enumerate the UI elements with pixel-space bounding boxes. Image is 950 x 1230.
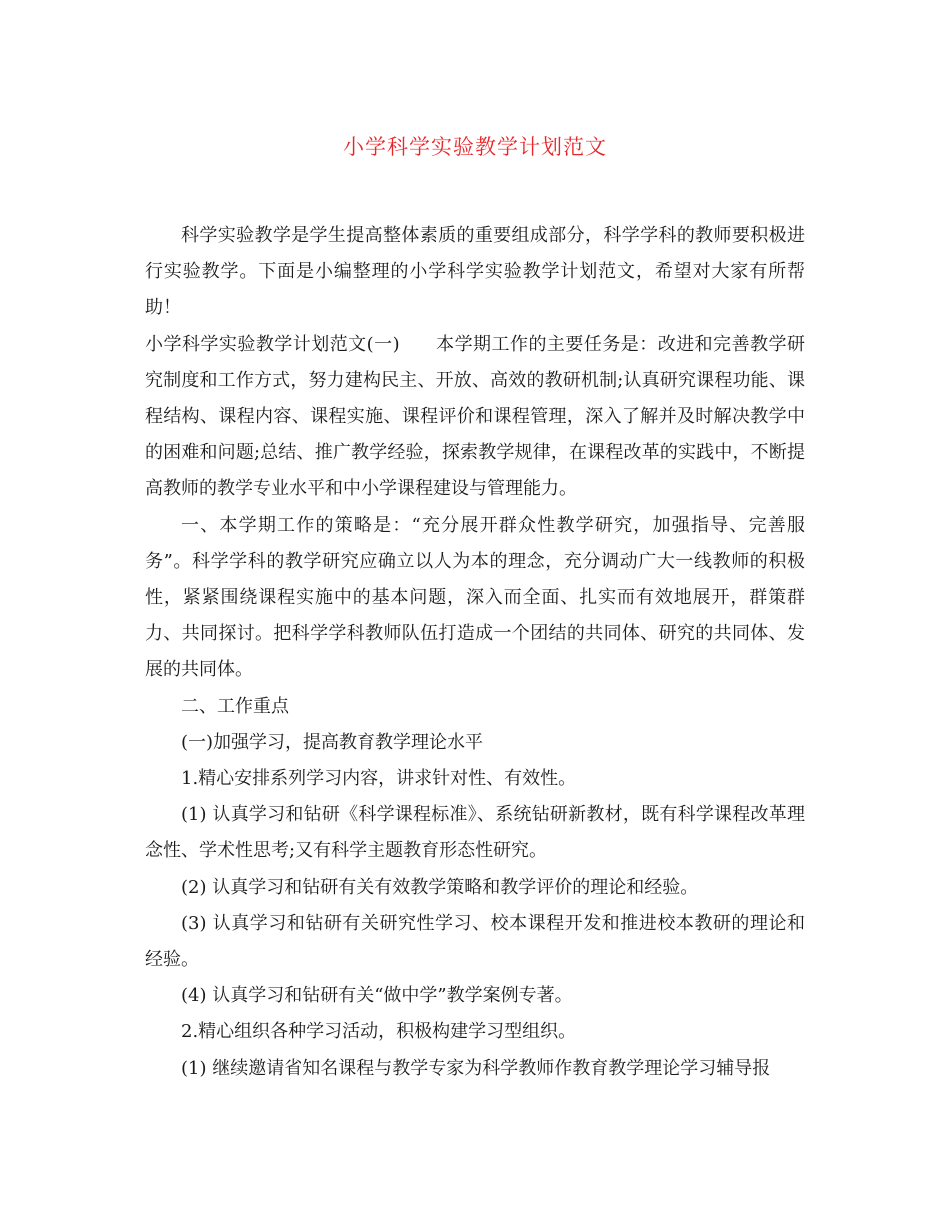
list-item-1-4: (4) 认真学习和钻研有关“做中学”教学案例专著。	[181, 985, 573, 1007]
list-item-2: 2.精心组织各种学习活动，积极构建学习型组织。	[181, 1021, 577, 1043]
list-item-1-1: (1) 认真学习和钻研《科学课程标准》、系统钻研新教材，既有科学课程改革理念性、学术性思考;又有科学主题教育形态性研究。	[145, 804, 805, 862]
document-title: 小学科学实验教学计划范文	[343, 135, 607, 159]
list-item-1-2: (2) 认真学习和钻研有关有效教学策略和教学评价的理论和经验。	[181, 876, 699, 898]
subheading-strengthen-learning: (一)加强学习，提高教育教学理论水平	[181, 731, 484, 753]
heading-work-focus: 二、工作重点	[181, 695, 289, 717]
section-paragraph	[145, 327, 805, 508]
section-heading: 小学科学实验教学计划范文(一)	[145, 333, 400, 355]
intro-paragraph: 科学实验教学是学生提高整体素质的重要组成部分，科学学科的教师要积极进行实验教学。下面是小编整理的小学科学实验教学计划范文，希望对大家有所帮助！	[145, 225, 805, 319]
list-item-2-1: (1) 继续邀请省知名课程与教学专家为科学教师作教育教学理论学习辅导报	[181, 1057, 771, 1079]
list-item-1-3: (3) 认真学习和钻研有关研究性学习、校本课程开发和推进校本教研的理论和经验。	[145, 912, 805, 971]
paragraph-strategy: 一、本学期工作的策略是：“充分展开群众性教学研究，加强指导、完善服务”。科学学科的教学研究应确立以人为本的理念，充分调动广大一线教师的积极性，紧紧围绕课程实施中的基本问题，深入而全面、扎实而有效地展开，群策群力、共同探讨。把科学学科教师队伍打造成一个团结的共同体、研究的共同体、发展的共同体。	[145, 514, 805, 681]
list-item-1: 1.精心安排系列学习内容，讲求针对性、有效性。	[181, 768, 577, 790]
section-body: 本学期工作的主要任务是：改进和完善教学研究制度和工作方式，努力建构民主、开放、高效的教研机制;认真研究课程功能、课程结构、课程内容、课程实施、课程评价和课程管理，深入了解并及时解决教学中的困难和问题;总结、推广教学经验，探索教学规律，在课程改革的实践中，不断提高教师的教学专业水平和中小学课程建设与管理能力。	[145, 333, 806, 500]
document-body	[145, 218, 805, 1087]
